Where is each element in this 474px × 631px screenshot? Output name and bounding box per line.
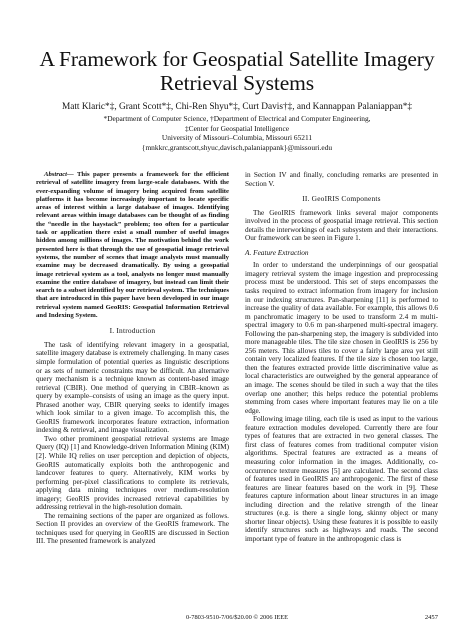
abstract-label: Abstract— (44, 171, 74, 178)
title-line-2: Retrieval Systems (159, 71, 315, 95)
paragraph: In order to understand the underpinnings of our geospatial imagery retrieval system the image ingestion and preprocessing process must be understood. This set of steps encompasses the tasks required to extract information from imagery for inclusion in our indexing structures. Pan-sharpening [11] is performed to increase the quality of data available. For example, this allows 0.6 m panchromatic imagery to be used to transform 2.4 m multi-spectral imagery to 0.6 m pan-sharpened multi-spectral imagery. Following the pan-sharpening step, the imagery is subdivided into more manageable tiles. The tile size chosen in GeoIRIS is 256 by 256 meters. This allows tiles to cover a fairly large area yet still contain very localized features. If the tile size is chosen too large, then the features extracted provide little discriminative value as local characteristics are outweighed by the general appearance of an image. The scenes should be tiled in such a way that the tiles overlap one another; this helps reduce the potential problems stemming from cases where important features may lie on a tile edge. (245, 261, 438, 415)
section-heading-components: II. GeoIRIS Components (302, 194, 381, 204)
right-column (245, 171, 438, 543)
affiliation-line: *Department of Computer Science, †Department of Electrical and Computer Engineering, (103, 114, 371, 123)
paragraph: The remaining sections of the paper are organized as follows. Section II provides an overview of the GeoRIS framework. The techniques used for querying in GeoRIS are discussed in Section III. The presented framework is analyzed (36, 511, 229, 546)
paper-title (20, 47, 454, 95)
affiliation-line: ‡Center for Geospatial Intelligence (184, 123, 290, 133)
affiliation-line: University of Missouri–Columbia, Missouri 65211 (161, 133, 313, 143)
title-line-1: A Framework for Geospatial Satellite Imagery (39, 47, 435, 71)
abstract-text: This paper presents a framework for the efficient retrieval of satellite imagery from large-scale databases. With the ever-expanding volume of imagery being acquired from satellite platforms it has become increasingly important to locate specific areas of interest within a large database of images. Identifying relevant areas within image databases can be thought of as finding the “needle in the haystack” problem; too often for a particular task or application there exist a small number of useful images hidden among millions of images. The motivation behind the work presented here is that through the use of geospatial image retrieval systems, the number of scenes that image analysts must manually examine may be decreased dramatically. By using a geospatial image retrieval system as a tool, analysts no longer must manually examine the entire database of imagery, but instead can limit their search to a subset identified by our retrieval system. The techniques that are introduced in this paper have been developed in our image retrieval system named GeoRIS: Geospatial Information Retrieval and Indexing System. (36, 171, 229, 320)
paragraph: Following image tiling, each tile is used as input to the various feature extraction modules developed. Currently there are four types of features that are extracted in two general classes. The first class of features comes from traditional computer vision algorithms. Spectral features are extracted as a means of measuring color information in the images. Additionally, co-occurrence texture measures [5] are calculated. The second class of features used in GeoIRIS are anthropogenic. The first of these features are linear features based on the work in [9]. These features capture information about linear structures in an image including direction and the relative strength of the linear structures (e.g. is there a single long, skinny object or many shorter linear objects). Using these features it is possible to easily identify structures such as highways and roads. The second important type of feature in the anthropogenic class is (245, 415, 438, 543)
paragraph: The GeoIRIS framework links several major components involved in the process of geospatial image retrieval. This section details the interworkings of each subsystem and their interactions. Our framework can be seen in Figure 1. (245, 208, 438, 243)
paragraph: The task of identifying relevant imagery in a geospatial, satellite imagery database is extremely challenging. In many cases simple formulation of potential queries as linguistic descriptions or as sets of numeric constraints may be difficult. An alternative query mechanism is a technique known as content-based image retrieval (CBIR). One method of querying in CBIR–known as query by example–consists of using an image as the query input. Phrased another way, CBIR querying seeks to identify images which look similar to a given image. To accomplish this, the GeoRIS framework incorporates feature extraction, information indexing & retrieval, and image visualization. (36, 340, 229, 435)
section-heading-introduction: I. Introduction (109, 326, 156, 336)
affiliation-emails: {mnkkrc,grantscott,shyuc,davisch,palaniappank}@missouri.edu (141, 143, 333, 153)
subsection-heading-feature-extraction: A. Feature Extraction (245, 247, 309, 257)
left-column (36, 171, 229, 546)
page-number: 2457 (424, 614, 438, 621)
affiliations (20, 114, 454, 153)
abstract (36, 171, 229, 320)
paragraph: Two other prominent geospatial retrieval systems are Image Query (IQ) [1] and Knowledge-driven Information Mining (KIM) [2]. While IQ relies on user perception and depiction of objects, GeoRIS automatically exploits both the anthropogenic and landcover features to query. Alternatively, KIM works by performing per-pixel classifications to complete its retrievals, applying data mining techniques over medium-resolution imagery; GeoRIS provides increased retrieval capabilities by addressing retrieval in the high-resolution domain. (36, 434, 229, 512)
author-list: Matt Klaric*‡, Grant Scott*‡, Chi-Ren Shyu*‡, Curt Davis†‡, and Kannappan Palaniappan*‡ (61, 102, 413, 112)
copyright-footer: 0-7803-9510-7/06/$20.00 © 2006 IEEE (185, 614, 289, 621)
paragraph: in Section IV and finally, concluding remarks are presented in Section V. (245, 171, 438, 188)
